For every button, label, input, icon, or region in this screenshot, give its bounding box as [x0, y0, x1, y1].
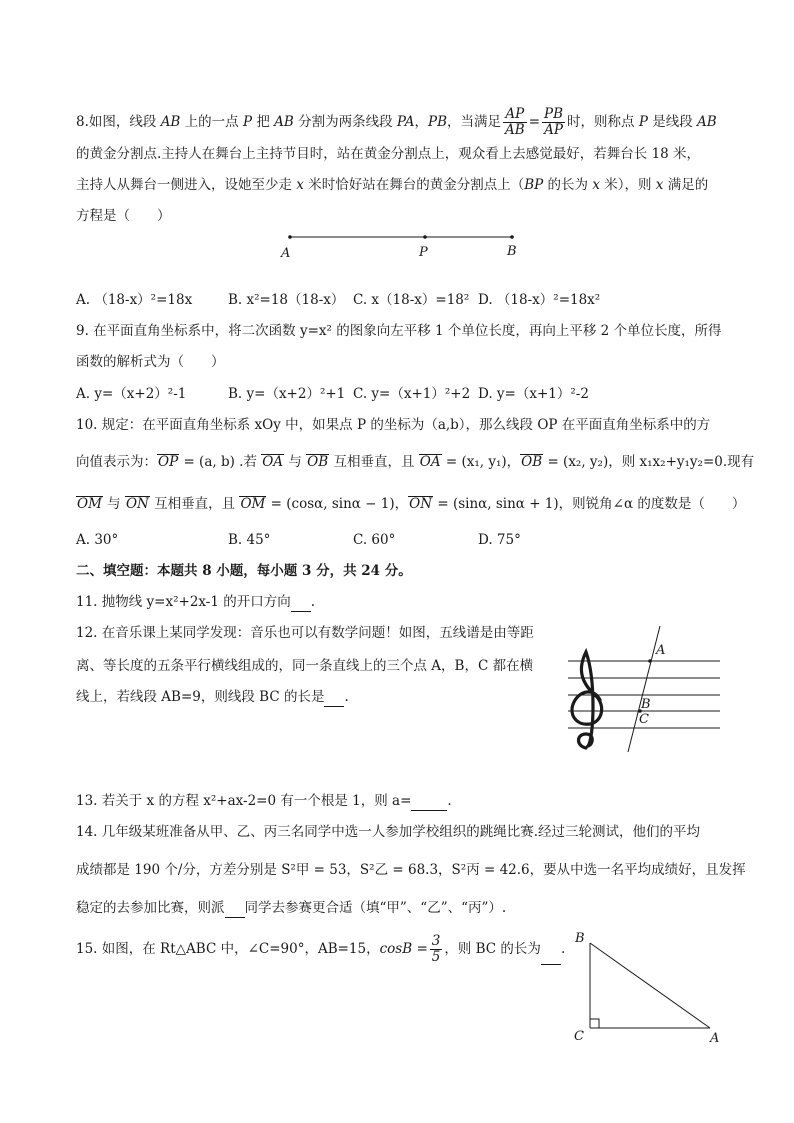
- q8-line2: 的黄金分割点.主持人在舞台上主持节目时，站在黄金分割点上，观众看上去感觉最好，若舞台长 18 米，: [76, 146, 701, 162]
- label-b: B: [507, 244, 517, 259]
- q10-line2: 向值表示为：OP = (a, b) .若 OA 与 OB 互相垂直，且 OA = (x₁, y₁)，OB = (x₂, y₂)，则 x₁x₂+y₁y₂=0.现有: [76, 454, 755, 470]
- q8-fraction-pb-ap: $\frac{PB}{AP}$: [544, 106, 564, 138]
- point-a-dot: [288, 235, 292, 239]
- q8-option-c: C. x（18-x）=18²: [353, 292, 470, 308]
- q14-line2: 成绩都是 190 个/分，方差分别是 S²甲 = 53，S²乙 = 68.3，S²丙 = 42.6，要从中选一名平均成绩好，且发挥: [76, 862, 746, 878]
- vector-om: OM: [77, 496, 102, 512]
- treble-clef-icon: [572, 652, 602, 748]
- right-angle-mark: [590, 1019, 599, 1028]
- label-a: A: [281, 246, 291, 261]
- label-a: A: [710, 1031, 720, 1046]
- q10-line3: OM 与 ON 互相垂直，且 OM = (cosα, sinα − 1)，ON = (sinα, sinα + 1)，则锐角∠α 的度数是（ ）: [77, 496, 746, 512]
- q9-option-b: B. y=（x+2）²+1: [228, 386, 346, 402]
- q9-option-d: D. y=（x+1）²-2: [478, 386, 589, 402]
- q8-option-b: B. x²=18（18-x）: [228, 292, 345, 308]
- q14-line3: 稳定的去参加比赛，则派 同学去参赛更合适（填“甲”、“乙”、“丙”）.: [76, 900, 507, 916]
- q14-line1: 14. 几年级某班准备从甲、乙、丙三名同学中选一人参加学校组织的跳绳比赛.经过三轮测试，他们的平均: [76, 824, 701, 840]
- label-b: B: [641, 697, 651, 712]
- q13-line: 13. 若关于 x 的方程 x²+ax-2=0 有一个根是 1，则 a= .: [76, 793, 452, 809]
- vector-oa: OA: [419, 454, 441, 470]
- q15-fraction: $\frac{3}{5}$: [431, 933, 441, 965]
- label-p: P: [419, 245, 428, 260]
- q9-line2: 函数的解析式为（ ）: [76, 354, 225, 370]
- q10-option-c: C. 60°: [353, 532, 396, 548]
- q12-answer-blank[interactable]: [324, 692, 344, 707]
- q8-option-a: A. （18-x）²=18x: [76, 292, 193, 308]
- vector-om: OM: [240, 496, 266, 512]
- q9-option-a: A. y=（x+2）²-1: [76, 386, 187, 402]
- vector-op: OP: [158, 454, 179, 470]
- q8-line1: 8.如图，线段 AB 上的一点 P 把 AB 分割为两条线段 PA，PB，当满足 $\frac{AP}{AB}$ = $\frac{PB}{AP}$ 时，则称点 P 是线段 AB: [76, 106, 717, 138]
- q8-segment-figure: [270, 225, 530, 265]
- label-c: C: [574, 1029, 584, 1044]
- q11-answer-blank[interactable]: [291, 597, 311, 612]
- side-ab: [590, 943, 710, 1028]
- q8-number: 8.: [76, 114, 89, 130]
- vector-on: ON: [409, 496, 433, 512]
- point-a-dot: [648, 659, 652, 663]
- q10-option-b: B. 45°: [228, 532, 271, 548]
- vector-oa: OA: [262, 454, 284, 470]
- point-p-dot: [423, 235, 427, 239]
- vector-ob: OB: [307, 454, 329, 470]
- label-b: B: [575, 931, 585, 946]
- vector-ob: OB: [521, 454, 543, 470]
- q8-line4: 方程是（ ）: [76, 208, 171, 224]
- q10-option-d: D. 75°: [478, 532, 521, 548]
- q13-answer-blank[interactable]: [411, 796, 447, 811]
- q11-line: 11. 抛物线 y=x²+2x-1 的开口方向 .: [76, 594, 316, 610]
- q10-line1: 10. 规定：在平面直角坐标系 xOy 中，如果点 P 的坐标为（a,b），那么线段 OP 在平面直角坐标系中的方: [76, 417, 711, 433]
- q12-staff-figure: [560, 620, 730, 760]
- point-b-dot: [510, 235, 514, 239]
- label-c: C: [639, 712, 649, 727]
- q14-answer-blank[interactable]: [225, 903, 245, 918]
- q9-option-c: C. y=（x+1）²+2: [353, 386, 471, 402]
- q10-option-a: A. 30°: [76, 532, 119, 548]
- label-a: A: [656, 643, 666, 658]
- q15-triangle-figure: [565, 925, 735, 1050]
- q15-answer-blank[interactable]: [541, 950, 561, 965]
- q8-option-d: D. （18-x）²=18x²: [478, 292, 601, 308]
- q8-line3: 主持人从舞台一侧进入，设她至少走 x 米时恰好站在舞台的黄金分割点上（BP 的长为 x 米），则 x 满足的: [76, 177, 709, 193]
- q12-line2: 离、等长度的五条平行横线组成的，同一条直线上的三个点 A，B，C 都在横: [76, 658, 534, 674]
- q12-line1: 12. 在音乐课上某同学发现：音乐也可以有数学问题！如图，五线谱是由等距: [76, 625, 534, 641]
- q12-line3: 线上，若线段 AB=9，则线段 BC 的长是 .: [76, 689, 349, 705]
- q15-line: 15. 如图，在 Rt△ABC 中，∠C=90°，AB=15，cosB = $\frac{3}{5}$ ，则 BC 的长为 .: [76, 933, 566, 965]
- q8-fraction-ap-ab: $\frac{AP}{AB}$: [505, 106, 525, 138]
- vector-on: ON: [125, 496, 149, 512]
- q9-line1: 9. 在平面直角坐标系中，将二次函数 y=x² 的图象向左平移 1 个单位长度，再向上平移 2 个单位长度，所得: [76, 323, 722, 339]
- section-heading: 二、填空题：本题共 8 小题，每小题 3 分，共 24 分。: [76, 563, 412, 579]
